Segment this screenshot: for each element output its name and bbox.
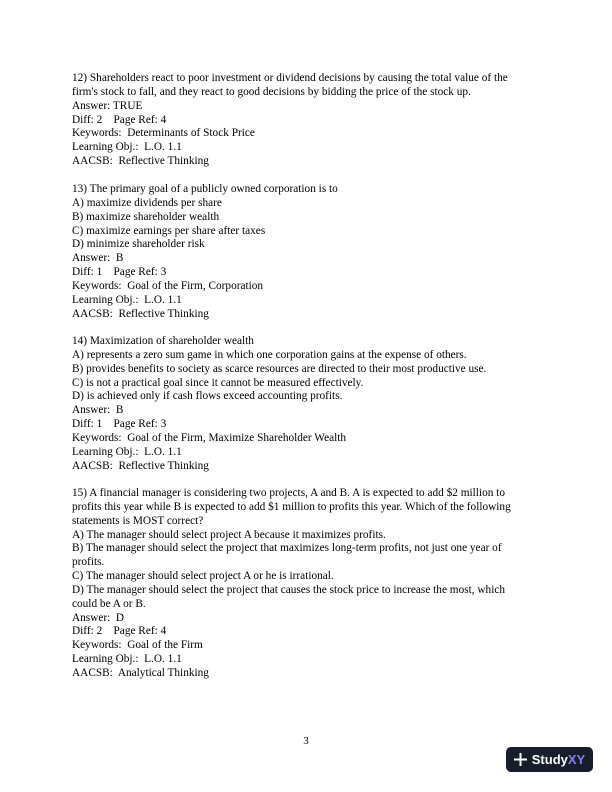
question-14 [72,335,542,473]
keywords-line: Keywords: Goal of the Firm, Maximize Shareholder Wealth [72,431,347,444]
studyxy-badge[interactable] [506,747,593,772]
keywords-line: Keywords: Determinants of Stock Price [72,127,255,140]
answer-line: Answer: B [72,404,124,417]
keywords-line: Keywords: Goal of the Firm, Corporation [72,279,264,292]
question-stem-line: 14) Maximization of shareholder wealth [72,335,254,347]
answer-line: Answer: TRUE [72,99,143,112]
option-b: B) maximize shareholder wealth [72,210,220,223]
aacsb-line: AACSB: Analytical Thinking [72,666,209,679]
question-15 [72,487,542,681]
aacsb-line: AACSB: Reflective Thinking [72,307,209,320]
question-stem-line: 15) A financial manager is considering two projects, A and B. A is expected to add $2 million to [72,487,505,499]
option-a: A) represents a zero sum game in which one corporation gains at the expense of others. [72,348,467,361]
option-a: A) The manager should select project A because it maximizes profits. [72,528,386,541]
badge-brand-main: Study [531,751,568,767]
learning-objective-line: Learning Obj.: L.O. 1.1 [72,653,182,666]
answer-line: Answer: B [72,252,124,265]
question-13 [72,183,542,321]
question-stem-line: profits this year while B is expected to add $1 million to profits this year. Which of the following [72,500,511,513]
difficulty-line: Diff: 2 Page Ref: 4 [72,625,167,638]
difficulty-line: Diff: 1 Page Ref: 3 [72,266,167,279]
option-c: C) The manager should select project A or he is irrational. [72,570,334,583]
question-stem-line: 13) The primary goal of a publicly owned corporation is to [72,183,338,195]
learning-objective-line: Learning Obj.: L.O. 1.1 [72,445,182,458]
answer-line: Answer: D [72,611,125,624]
option-d-continued: could be A or B. [72,597,146,610]
question-stem-line: firm's stock to fall, and they react to good decisions by bidding the price of the stock up. [72,85,471,98]
learning-objective-line: Learning Obj.: L.O. 1.1 [72,141,182,154]
difficulty-line: Diff: 2 Page Ref: 4 [72,113,167,126]
page-number: 3 [303,735,309,747]
question-stem-line: statements is MOST correct? [72,514,204,527]
question-12 [72,72,542,169]
keywords-line: Keywords: Goal of the Firm [72,639,203,652]
option-b: B) provides benefits to society as scarce resources are directed to their most productive use. [72,362,487,375]
option-a: A) maximize dividends per share [72,196,222,209]
badge-brand-accent: XY [567,751,586,767]
aacsb-line: AACSB: Reflective Thinking [72,459,209,472]
option-c: C) maximize earnings per share after taxes [72,224,266,237]
option-d: D) is achieved only if cash flows exceed accounting profits. [72,390,343,403]
option-b-continued: profits. [72,556,105,569]
option-d: D) The manager should select the project that causes the stock price to increase the most, which [72,583,506,596]
difficulty-line: Diff: 1 Page Ref: 3 [72,418,167,431]
badge-brand-text [532,753,585,767]
option-c: C) is not a practical goal since it cannot be measured effectively. [72,376,364,389]
learning-objective-line: Learning Obj.: L.O. 1.1 [72,293,182,306]
question-stem-line: 12) Shareholders react to poor investment or dividend decisions by causing the total value of the [72,72,508,84]
option-b: B) The manager should select the project that maximizes long-term profits, not just one year of [72,542,502,555]
plus-icon [514,753,527,766]
option-d: D) minimize shareholder risk [72,238,205,251]
aacsb-line: AACSB: Reflective Thinking [72,155,209,168]
